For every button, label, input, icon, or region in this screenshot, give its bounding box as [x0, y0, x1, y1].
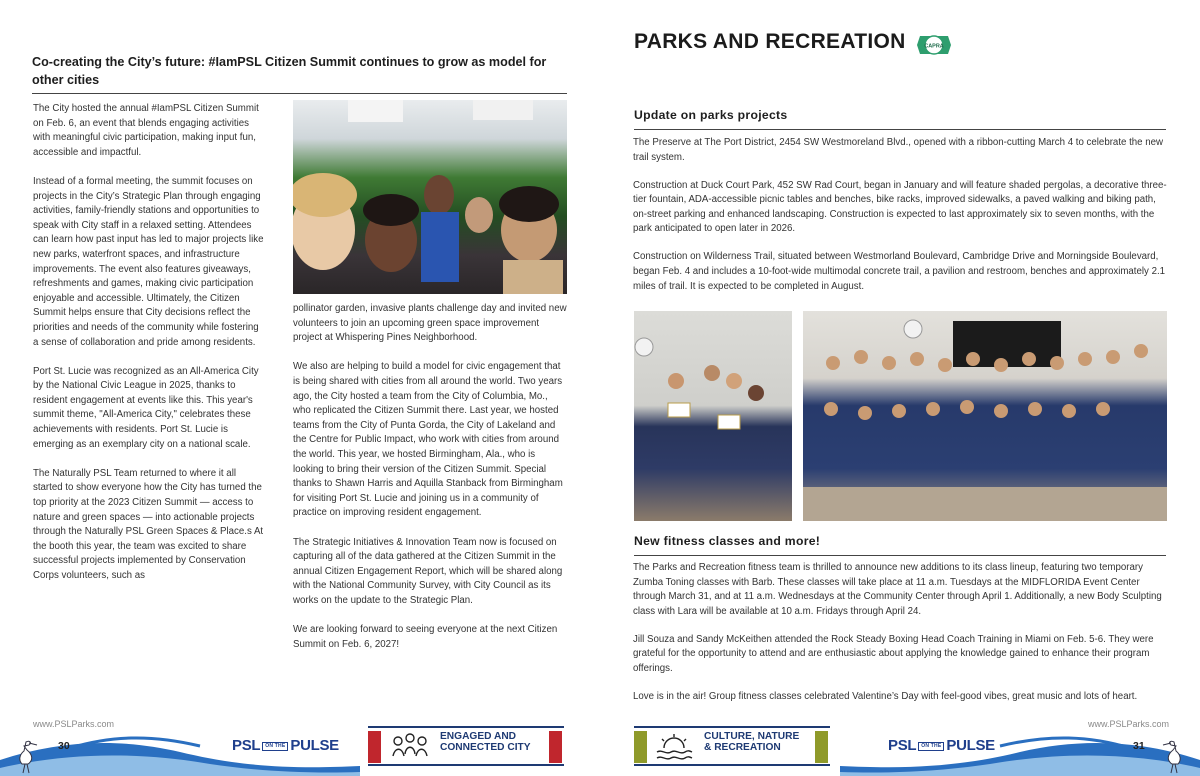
section-divider — [634, 555, 1166, 556]
paragraph: Port St. Lucie was recognized as an All-America City by the National Civic League in 2025, thanks to resident engagement at events like this. This year's summit theme, "All-America City," celebrates these achievements with residents. Port St. Lucie is emerging as an exemplary city on a national scale. — [33, 365, 259, 450]
logo-psl: PSL — [232, 737, 261, 754]
heron-icon — [1160, 738, 1190, 774]
article-column-a — [33, 102, 265, 598]
badge-color-bar — [549, 731, 562, 763]
parks-section-heading: Update on parks projects — [634, 108, 788, 122]
badge-color-bar — [634, 731, 647, 763]
capra-label: CAPRA — [924, 43, 944, 50]
paragraph: The City hosted the annual #IamPSL Citizen Summit on Feb. 6, an event that blends engaging activities with meaningful civic participation, making input fun, accessible and impactful. — [33, 103, 259, 158]
paragraph: Construction at Duck Court Park, 452 SW Rad Court, began in January and will feature shaded pergolas, a decorative three-tier fountain, ADA-accessible picnic tables and benches, bike racks, improved sidewalks, a paved walking and biking path, on-street parking and enhanced landscaping. Construction is expected to last approximately six to seven months, with the park anticipated to open later in 2026. — [633, 179, 1167, 235]
section-divider — [634, 129, 1166, 130]
article-column-b — [293, 302, 567, 667]
connected-people-icon — [390, 732, 430, 762]
heron-icon — [10, 738, 40, 774]
sunset-water-icon — [654, 732, 694, 762]
paragraph: The Preserve at The Port District, 2454 SW Westmoreland Blvd., opened with a ribbon-cutting March 4 to celebrate the new trail system. — [633, 137, 1164, 163]
page-number: 31 — [1133, 740, 1145, 752]
page-title: PARKS AND RECREATION — [634, 30, 906, 53]
paragraph: Jill Souza and Sandy McKeithen attended the Rock Steady Boxing Head Coach Training in Miami on Feb. 5-6. They were grateful for the opportunity to attend and are enthusiastic about applying the knowledge gained to enhance their program offerings. — [633, 633, 1154, 674]
logo-on-the: ON THE — [262, 742, 288, 751]
badge-label: ENGAGED AND CONNECTED CITY — [440, 731, 531, 753]
logo-pulse: PULSE — [290, 737, 339, 754]
engaged-connected-city-badge — [368, 726, 564, 766]
paragraph: Love is in the air! Group fitness classes celebrated Valentine’s Day with feel-good vibes, great music and lots of heart. — [633, 690, 1138, 702]
fitness-team-group-photo — [803, 311, 1167, 521]
logo-psl: PSL — [888, 737, 917, 754]
parks-updates-text — [633, 136, 1167, 308]
paragraph: pollinator garden, invasive plants challenge day and invited new volunteers to join an upcoming green space improvement project at Whispering Pines Neighborhood. — [293, 303, 567, 344]
fitness-section-heading: New fitness classes and more! — [634, 534, 821, 548]
citizen-summit-photo — [293, 100, 567, 294]
psl-pulse-logo — [888, 737, 995, 754]
heading-divider — [32, 93, 567, 94]
logo-on-the: ON THE — [918, 742, 944, 751]
badge-color-bar — [815, 731, 828, 763]
page-number: 30 — [58, 740, 70, 752]
site-url[interactable]: www.PSLParks.com — [1088, 719, 1170, 729]
paragraph: The Naturally PSL Team returned to where it all started to show everyone how the City has turned the top priority at the 2023 Citizen Summit — access to nature and green spaces — into actionable projects through the Naturally PSL Green Spaces & Place.s At the booth this year, the team was excited to share successful projects implemented by Conservation Corps volunteers, such as — [33, 467, 264, 581]
badge-color-bar — [368, 731, 381, 763]
psl-pulse-logo — [232, 737, 339, 754]
logo-pulse: PULSE — [946, 737, 995, 754]
paragraph: The Strategic Initiatives & Innovation Team now is focused on capturing all of the data gathered at the Citizen Summit in the annual Citizen Engagement Report, which will be shared along with the National Community Survey, with City Council as its works on the update to the Strategic Plan. — [293, 536, 563, 606]
culture-nature-recreation-badge — [634, 726, 830, 766]
capra-accreditation-badge — [916, 32, 952, 58]
paragraph: The Parks and Recreation fitness team is thrilled to announce new additions to its class lineup, featuring two temporary Zumba Toning classes with Barb. These classes will take place at 11 a.m. Tuesdays at the MIDFLORIDA Event Center through March 31, and at 11 a.m. Wednesdays at the Community Center through April 1. Additionally, a new Body Sculpting class with Lara will be available at 10 a.m. Fridays through April 24. — [633, 562, 1162, 617]
site-url[interactable]: www.PSLParks.com — [33, 719, 115, 729]
article-heading: Co-creating the City’s future: #IamPSL Citizen Summit continues to grow as model for other cities — [32, 55, 547, 87]
paragraph: We are looking forward to seeing everyone at the next Citizen Summit on Feb. 6, 2027! — [293, 624, 558, 650]
fitness-text — [633, 561, 1167, 718]
paragraph: We also are helping to build a model for civic engagement that is being shared with cities from all around the world. Two years ago, the City hosted a team from the City of Columbia, Mo., who replicated the Citizen Summit there. Last year, we hosted teams from the City of Punta Gorda, the City of Lakeland and the Centre for Public Impact, who work with cities from around the world. This year, we hosted Birmingham, Ala., who is looking to bring their version of the Citizen Summit. Special thanks to Shawn Harris and Aquilla Stanback from Birmingham for visiting Port St. Lucie and joining us in a community of practice on improving resident engagement. — [293, 361, 563, 519]
right-page — [600, 0, 1200, 776]
fitness-certificates-photo — [634, 311, 792, 521]
paragraph: Construction on Wilderness Trail, situated between Westmorland Boulevard, Cambridge Drive and Morningside Boulevard, began Feb. 4 and includes a 10-foot-wide multimodal concrete trail, a pavilion and restroom, benches and approximately 2.1 miles of trail. It is expected to be completed in August. — [633, 251, 1166, 292]
badge-label: CULTURE, NATURE & RECREATION — [704, 731, 800, 753]
paragraph: Instead of a formal meeting, the summit focuses on projects in the City’s Strategic Plan through engaging activities, family-friendly stations and opportunities to speak with City staff in a relaxed setting. Attendees can learn how past input has led to major projects like new parks, waterfront spaces, and infrastructure improvements. The event also features giveaways, refreshments and games, making civic participation enjoyable and accessible. Ultimately, the Citizen Summit helps ensure that City decisions reflect the priorities and needs of the community while fostering a sense of collaboration and pride among residents. — [33, 175, 264, 348]
